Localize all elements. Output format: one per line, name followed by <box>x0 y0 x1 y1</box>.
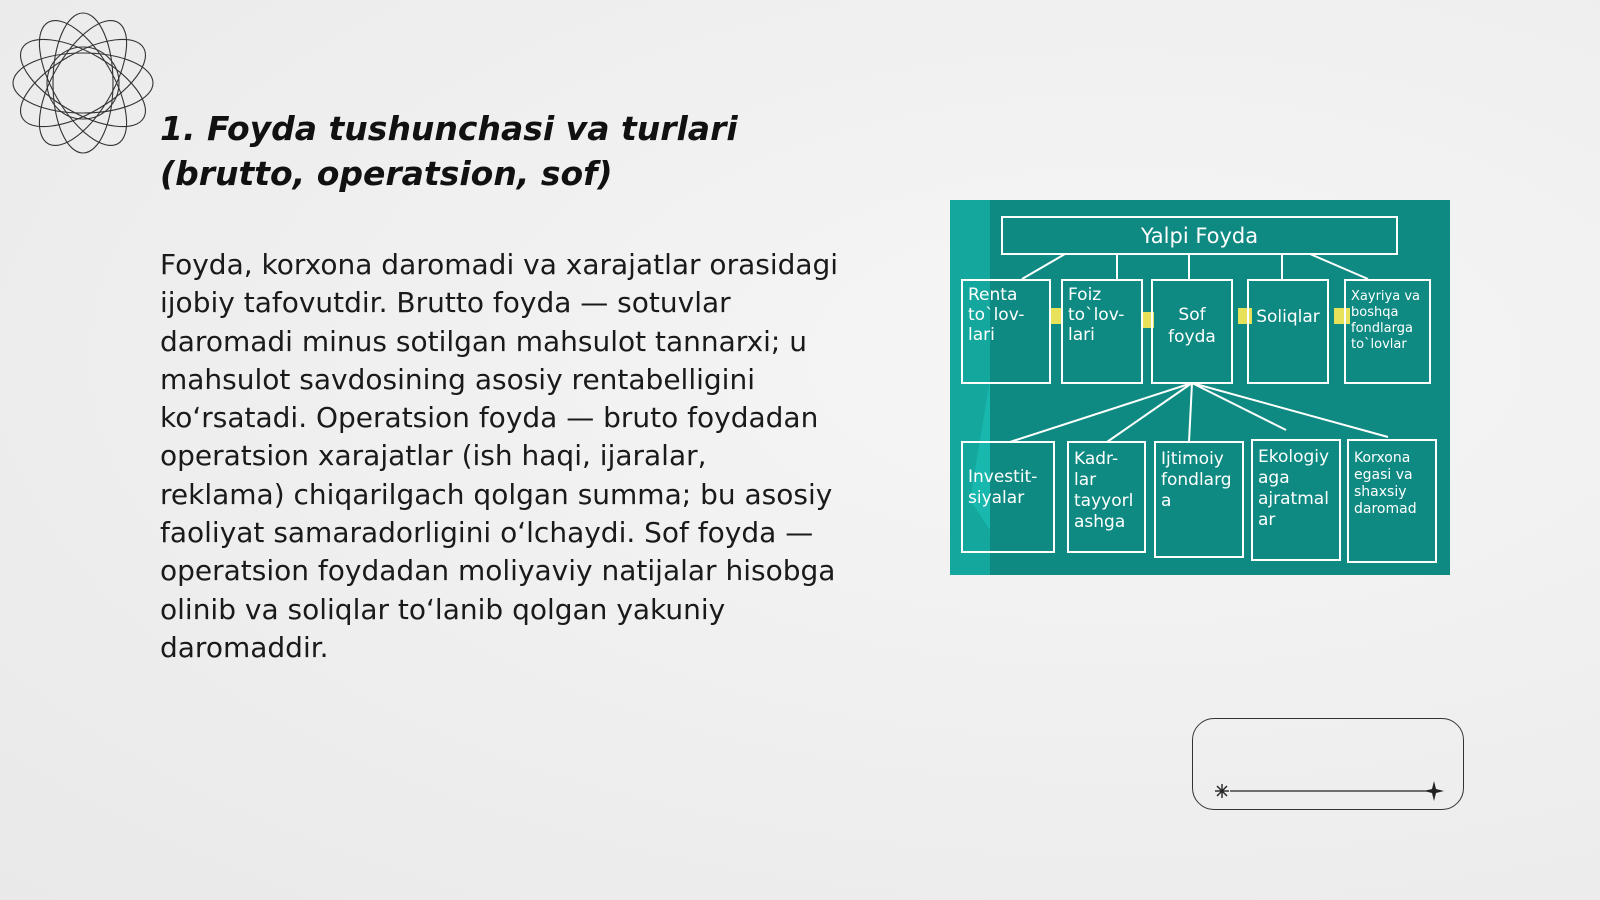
diagram-yellow-connector-2 <box>1238 308 1252 324</box>
diagram-label-row2-0: Investit-siyalar <box>968 467 1038 508</box>
diagram-yellow-connector-3 <box>1334 308 1350 324</box>
slide-title-line2: (brutto, operatsion, sof) <box>160 154 613 193</box>
diagram-label-row2-4: Korxona egasi va shaxsiy daromad <box>1354 450 1417 517</box>
diagram-label-row1-3: Soliqlar <box>1256 307 1320 327</box>
diagram-label-row1-4: Xayriya va boshqa fondlarga to`lovlar <box>1351 289 1420 352</box>
circular-spirograph-icon <box>10 10 156 156</box>
four-point-star-icon <box>1424 781 1444 801</box>
diagram-label-row2-3: Ekologiy aga ajratmal ar <box>1258 447 1330 530</box>
diagram-label-row2-2: Ijtimoiy fondlarg a <box>1161 449 1232 511</box>
decorative-line <box>1212 780 1446 802</box>
slide-body-text: Foyda, korxona daromadi va xarajatlar orasidagi ijobiy tafovutdir. Brutto foyda — sotuvlar daromadi minus sotilgan mahsulot tannarxi; u mahsulot savdosining asosiy rentabelligini koʻrsatadi. Operatsion foyda — bruto foydadan operatsion xarajatlar (ish haqi, ijaralar, reklama) chiqarilgach qolgan summa; bu asosiy faoliyat samaradorligini oʻlchaydi. Sof foyda — operatsion foydadan moliyaviy natijalar hisobga olinib va soliqlar toʻlanib qolgan yakuniy daromaddir. <box>160 248 839 664</box>
diagram-label-row2-1: Kadr-lar tayyorl ashga <box>1074 449 1134 532</box>
slide-title-line1: 1. Foyda tushunchasi va turlari <box>160 109 738 148</box>
diagram-root-label: Yalpi Foyda <box>1140 224 1259 248</box>
diagram-label-row1-1: Foiz to`lov-lari <box>1068 285 1125 345</box>
diagram-yellow-connector-0 <box>1050 308 1062 324</box>
slide-title <box>160 106 840 196</box>
sparkle-icon <box>1215 784 1229 798</box>
diagram-label-row1-2: Sof foyda <box>1168 305 1216 347</box>
profit-distribution-diagram <box>950 200 1450 575</box>
diagram-label-row1-0: Renta to`lov-lari <box>968 285 1025 345</box>
